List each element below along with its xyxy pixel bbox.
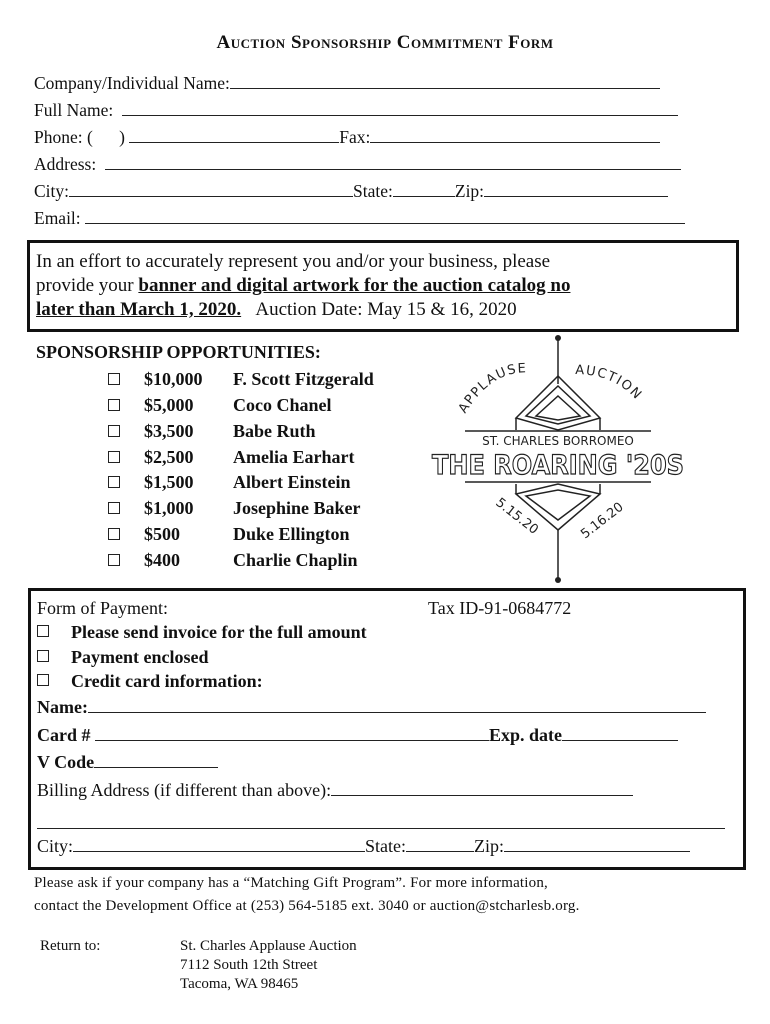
billing-address-line-2[interactable] <box>37 812 725 829</box>
city-state-zip-field[interactable] <box>34 180 668 202</box>
payment-option-invoice[interactable]: Please send invoice for the full amount <box>37 622 367 643</box>
roaring-20s-logo <box>425 334 695 584</box>
v-code-field[interactable] <box>37 751 218 773</box>
billing-address-label: Billing Address (if different than above): <box>37 780 332 800</box>
sponsorship-heading: SPONSORSHIP OPPORTUNITIES: <box>36 342 321 362</box>
return-address-line: Tacoma, WA 98465 <box>180 976 299 992</box>
phone-fax-field[interactable] <box>34 126 660 148</box>
logo-theme: THE ROARING '20S <box>432 450 684 481</box>
logo-org: ST. CHARLES BORROMEO <box>482 434 634 448</box>
zip-label: Zip: <box>454 181 485 201</box>
card-number-field[interactable] <box>37 724 678 746</box>
v-code-label: V Code <box>37 752 95 772</box>
return-address <box>180 937 357 994</box>
billing-state-label: State: <box>365 836 407 856</box>
return-address-line: St. Charles Applause Auction <box>180 938 357 954</box>
return-address-line: 7112 South 12th Street <box>180 957 318 973</box>
tax-id: Tax ID-91-0684772 <box>428 598 572 618</box>
email-field[interactable] <box>34 207 685 229</box>
checkbox[interactable] <box>108 373 120 385</box>
return-to-label: Return to: <box>40 938 101 954</box>
form-of-payment-label: Form of Payment: <box>37 598 168 618</box>
form-title: Auction Sponsorship Commitment Form <box>216 32 554 53</box>
exp-date-label: Exp. date <box>489 725 563 745</box>
billing-address-field[interactable] <box>37 779 633 801</box>
company-name-field[interactable] <box>34 72 660 94</box>
address-label: Address: <box>34 154 97 174</box>
checkbox[interactable] <box>108 451 120 463</box>
address-field[interactable] <box>34 153 681 175</box>
matching-gift-note-line-1: Please ask if your company has a “Matching Gift Program”. For more information, <box>34 875 549 891</box>
checkbox[interactable] <box>37 650 49 662</box>
billing-city-label: City: <box>37 836 74 856</box>
full-name-label: Full Name: <box>34 100 114 120</box>
cc-name-field[interactable] <box>37 696 706 718</box>
city-label: City: <box>34 181 70 201</box>
logo-date-left: 5.15.20 <box>492 495 541 538</box>
card-number-label: Card # <box>37 725 91 745</box>
artwork-notice-text: In an effort to accurately represent you and/or your business, please provide your banner and digital artwork for the auction catalog no later than March 1, 2020. Auction Date: May 15 & 16, 2020 <box>36 251 571 320</box>
checkbox[interactable] <box>37 674 49 686</box>
logo-arc-right: AUCTION <box>574 362 645 404</box>
checkbox[interactable] <box>108 528 120 540</box>
checkbox[interactable] <box>108 399 120 411</box>
checkbox[interactable] <box>108 554 120 566</box>
cc-name-label: Name: <box>37 697 88 717</box>
phone-label: Phone: ( ) <box>34 127 125 147</box>
matching-gift-note-line-2: contact the Development Office at (253) 564-5185 ext. 3040 or auction@stcharlesb.org. <box>34 898 580 914</box>
billing-city-state-zip-field[interactable] <box>37 835 690 857</box>
checkbox[interactable] <box>37 625 49 637</box>
logo-date-right: 5.16.20 <box>578 499 627 543</box>
checkbox[interactable] <box>108 502 120 514</box>
fax-label: Fax: <box>339 127 371 147</box>
email-label: Email: <box>34 208 81 228</box>
state-label: State: <box>353 181 393 201</box>
payment-option-enclosed[interactable]: Payment enclosed <box>37 647 208 668</box>
full-name-field[interactable] <box>34 99 678 121</box>
logo-arc-left: APPLAUSE <box>455 361 528 416</box>
checkbox[interactable] <box>108 425 120 437</box>
billing-zip-label: Zip: <box>474 836 505 856</box>
company-label: Company/Individual Name: <box>34 73 230 93</box>
payment-option-credit-card[interactable]: Credit card information: <box>37 671 263 692</box>
checkbox[interactable] <box>108 476 120 488</box>
